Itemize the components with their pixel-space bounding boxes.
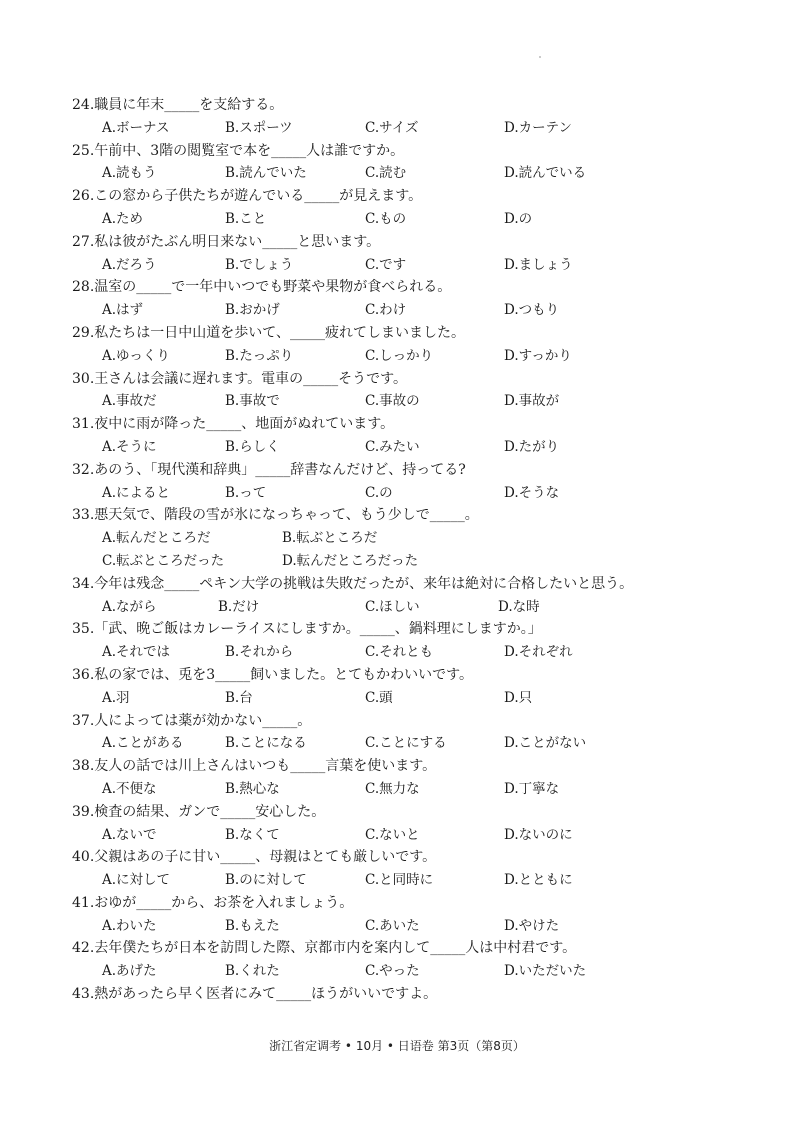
question-number: 43. — [72, 986, 95, 1003]
option-row — [72, 436, 752, 459]
question-number: 34. — [72, 575, 95, 592]
question-item — [72, 937, 752, 983]
answer-option: C.無力な — [365, 780, 420, 797]
question-item — [72, 413, 752, 459]
question-item — [72, 504, 752, 572]
answer-option: C.事故の — [365, 393, 420, 410]
answer-option: C.もの — [365, 210, 407, 227]
question-text: あのう、「現代漢和辞典」_____辞書なんだけど、持ってる? — [94, 461, 466, 478]
answer-option: D.それぞれ — [504, 644, 573, 661]
question-text: 検査の結果、ガンで_____安心した。 — [94, 803, 326, 820]
answer-option: C.しっかり — [365, 347, 434, 364]
question-number: 36. — [72, 666, 95, 683]
question-text: 夜中に雨が降った_____、地面がぬれています。 — [94, 416, 395, 433]
answer-option: A.読もう — [102, 165, 157, 182]
question-stem — [72, 710, 752, 733]
question-text: 私の家では、兎を3_____飼いました。とてもかわいいです。 — [94, 666, 474, 683]
answer-option: B.もえた — [225, 917, 280, 934]
answer-option: B.こと — [225, 210, 267, 227]
answer-option: B.台 — [225, 689, 253, 706]
answer-option: A.によると — [102, 484, 171, 501]
answer-option: C.の — [365, 484, 393, 501]
question-list — [72, 94, 752, 1006]
question-text: 人によっては薬が効かない_____。 — [94, 712, 312, 729]
question-item — [72, 140, 752, 186]
question-text: 温室の_____で一年中いつでも野菜や果物が食べられる。 — [94, 279, 452, 296]
answer-option: A.ないで — [102, 826, 157, 843]
answer-option: B.ことになる — [225, 735, 307, 752]
option-row — [72, 162, 752, 185]
answer-option: C.ことにする — [365, 735, 447, 752]
question-stem — [72, 94, 752, 117]
option-row — [72, 687, 752, 710]
question-stem — [72, 937, 752, 960]
question-text: この窓から子供たちが遊んでいる_____が見えます。 — [94, 188, 423, 205]
question-text: 悪天気で、階段の雪が氷になっちゃって、もう少しで_____。 — [94, 507, 479, 524]
question-number: 35. — [72, 621, 95, 638]
question-stem — [72, 459, 752, 482]
question-item — [72, 846, 752, 892]
answer-option: C.転ぶところだった — [102, 552, 225, 569]
question-item — [72, 892, 752, 938]
question-number: 39. — [72, 803, 95, 820]
option-row — [72, 915, 752, 938]
question-text: 職員に年末_____を支給する。 — [94, 97, 284, 113]
answer-option: D.すっかり — [504, 347, 572, 364]
answer-option: D.カーテン — [504, 119, 572, 136]
answer-option: A.ことがある — [102, 735, 184, 752]
answer-option: D.やけた — [504, 917, 560, 934]
question-text: 私は彼がたぶん明日来ない_____と思います。 — [94, 233, 381, 250]
question-text: 午前中、3階の閲覧室で本を_____人は誰ですか。 — [94, 142, 405, 159]
answer-option: A.あげた — [102, 963, 157, 980]
answer-option: C.わけ — [365, 302, 407, 319]
question-stem — [72, 504, 752, 527]
question-number: 29. — [72, 324, 95, 341]
answer-option: A.不便な — [102, 780, 157, 797]
answer-option: C.あいた — [365, 917, 420, 934]
answer-option: B.おかげ — [225, 302, 280, 319]
answer-option: A.に対して — [102, 872, 171, 889]
question-stem — [72, 892, 752, 915]
answer-option: B.それから — [225, 644, 294, 661]
question-number: 41. — [72, 894, 95, 911]
answer-option: A.ゆっくり — [102, 347, 170, 364]
answer-option: B.熱心な — [225, 780, 280, 797]
answer-option: C.サイズ — [365, 119, 419, 136]
question-stem — [72, 276, 752, 299]
question-text: おゆが_____から、お茶を入れましょう。 — [94, 894, 354, 911]
answer-option: A.そうに — [102, 438, 157, 455]
question-number: 40. — [72, 849, 95, 866]
answer-option: A.ため — [102, 210, 144, 227]
question-text: 熱があったら早く医者にみて_____ほうがいいですよ。 — [94, 986, 438, 1003]
answer-option: B.たっぷり — [225, 347, 294, 364]
question-item — [72, 322, 752, 368]
answer-option: C.やった — [365, 963, 420, 980]
answer-option: D.とともに — [504, 872, 573, 889]
answer-option: D.の — [504, 210, 533, 227]
question-number: 28. — [72, 279, 95, 296]
option-row — [72, 869, 752, 892]
question-stem — [72, 983, 752, 1006]
answer-option: C.みたい — [365, 438, 420, 455]
option-row — [72, 641, 752, 664]
question-text: 「武、晩ご飯はカレーライスにしますか。_____、鍋料理にしますか。」 — [94, 621, 542, 638]
question-number: 26. — [72, 188, 95, 205]
question-item — [72, 755, 752, 801]
question-text: 今年は残念_____ペキン大学の挑戦は失敗だったが、来年は絶対に合格したいと思う。 — [94, 575, 634, 592]
option-row — [72, 345, 752, 368]
option-row — [72, 254, 752, 277]
question-text: 父親はあの子に甘い_____、母親はとても厳しいです。 — [94, 849, 437, 866]
question-stem — [72, 846, 752, 869]
question-item — [72, 573, 752, 619]
option-row — [72, 208, 752, 231]
answer-option: D.な時 — [498, 598, 540, 615]
answer-option: B.なくて — [225, 826, 280, 843]
answer-option: A.だろう — [102, 256, 157, 273]
option-row — [72, 117, 752, 140]
question-item — [72, 801, 752, 847]
option-row — [72, 732, 752, 755]
answer-option: D.只 — [504, 689, 533, 706]
question-stem — [72, 755, 752, 778]
question-stem — [72, 618, 752, 641]
question-stem — [72, 801, 752, 824]
answer-option: B.らしく — [225, 438, 280, 455]
answer-option: C.頭 — [365, 689, 393, 706]
page-footer: 浙江省定调考 • 10月 • 日语卷 第3页（第8页） — [269, 1039, 525, 1053]
question-number: 27. — [72, 233, 95, 250]
question-item — [72, 231, 752, 277]
question-item — [72, 459, 752, 505]
question-number: 42. — [72, 940, 95, 957]
option-row — [72, 960, 752, 983]
answer-option: D.つもり — [504, 302, 560, 319]
answer-option: C.ないと — [365, 826, 420, 843]
answer-option: A.ボーナス — [102, 119, 170, 136]
answer-option: B.くれた — [225, 963, 280, 980]
option-row — [72, 390, 752, 413]
option-row — [72, 778, 752, 801]
option-row — [72, 299, 752, 322]
question-item — [72, 368, 752, 414]
answer-option: B.のに対して — [225, 872, 307, 889]
question-stem — [72, 185, 752, 208]
option-row — [72, 482, 752, 505]
question-number: 33. — [72, 507, 95, 524]
answer-option: B.スポーツ — [225, 119, 293, 136]
answer-option: D.ないのに — [504, 826, 573, 843]
question-text: 私たちは一日中山道を歩いて、_____疲れてしまいました。 — [94, 324, 465, 341]
answer-option: C.それとも — [365, 644, 434, 661]
question-number: 37. — [72, 712, 95, 729]
question-text: 友人の話では川上さんはいつも_____言葉を使います。 — [94, 758, 437, 775]
question-number: 31. — [72, 416, 95, 433]
answer-option: B.事故で — [225, 393, 280, 410]
option-row — [72, 824, 752, 847]
question-item — [72, 185, 752, 231]
question-number: 32. — [72, 461, 95, 478]
question-stem — [72, 664, 752, 687]
answer-option: D.読んでいる — [504, 165, 587, 182]
answer-option: A.わいた — [102, 917, 157, 934]
answer-option: D.ことがない — [504, 735, 587, 752]
answer-option: D.ましょう — [504, 256, 573, 273]
answer-option: C.読む — [365, 165, 407, 182]
answer-option: D.そうな — [504, 484, 560, 501]
answer-option: B.だけ — [218, 598, 260, 615]
answer-option: D.丁寧な — [504, 780, 560, 797]
question-item — [72, 276, 752, 322]
question-text: 去年僕たちが日本を訪問した際、京都市内を案内して_____人は中村君です。 — [94, 940, 577, 957]
question-item — [72, 983, 752, 1006]
question-item — [72, 94, 752, 140]
answer-option: B.でしょう — [225, 256, 294, 273]
answer-option: B.転ぶところだ — [282, 530, 378, 547]
answer-option: B.って — [225, 484, 267, 501]
scan-speck — [539, 56, 541, 58]
question-number: 38. — [72, 758, 95, 775]
answer-option: A.ながら — [102, 598, 157, 615]
answer-option: D.いただいた — [504, 963, 587, 980]
answer-option: D.たがり — [504, 438, 560, 455]
question-number: 24. — [72, 97, 95, 113]
question-stem — [72, 322, 752, 345]
answer-option: A.はず — [102, 302, 144, 319]
answer-option: D.転んだところだった — [282, 552, 419, 569]
question-item — [72, 618, 752, 664]
option-row — [72, 527, 752, 550]
question-text: 王さんは会議に遅れます。電車の_____そうです。 — [94, 370, 408, 387]
answer-option: D.事故が — [504, 393, 560, 410]
option-row — [72, 596, 752, 619]
question-stem — [72, 413, 752, 436]
question-stem — [72, 140, 752, 163]
answer-option: A.転んだところだ — [102, 530, 211, 547]
answer-option: A.それでは — [102, 644, 171, 661]
answer-option: C.ほしい — [365, 598, 420, 615]
question-stem — [72, 368, 752, 391]
question-stem — [72, 573, 752, 596]
answer-option: C.です — [365, 256, 407, 273]
question-item — [72, 710, 752, 756]
option-row — [72, 550, 752, 573]
answer-option: C.と同時に — [365, 872, 434, 889]
question-item — [72, 664, 752, 710]
answer-option: A.事故だ — [102, 393, 157, 410]
answer-option: B.読んでいた — [225, 165, 307, 182]
answer-option: A.羽 — [102, 689, 130, 706]
question-number: 30. — [72, 370, 95, 387]
question-number: 25. — [72, 142, 95, 159]
question-stem — [72, 231, 752, 254]
